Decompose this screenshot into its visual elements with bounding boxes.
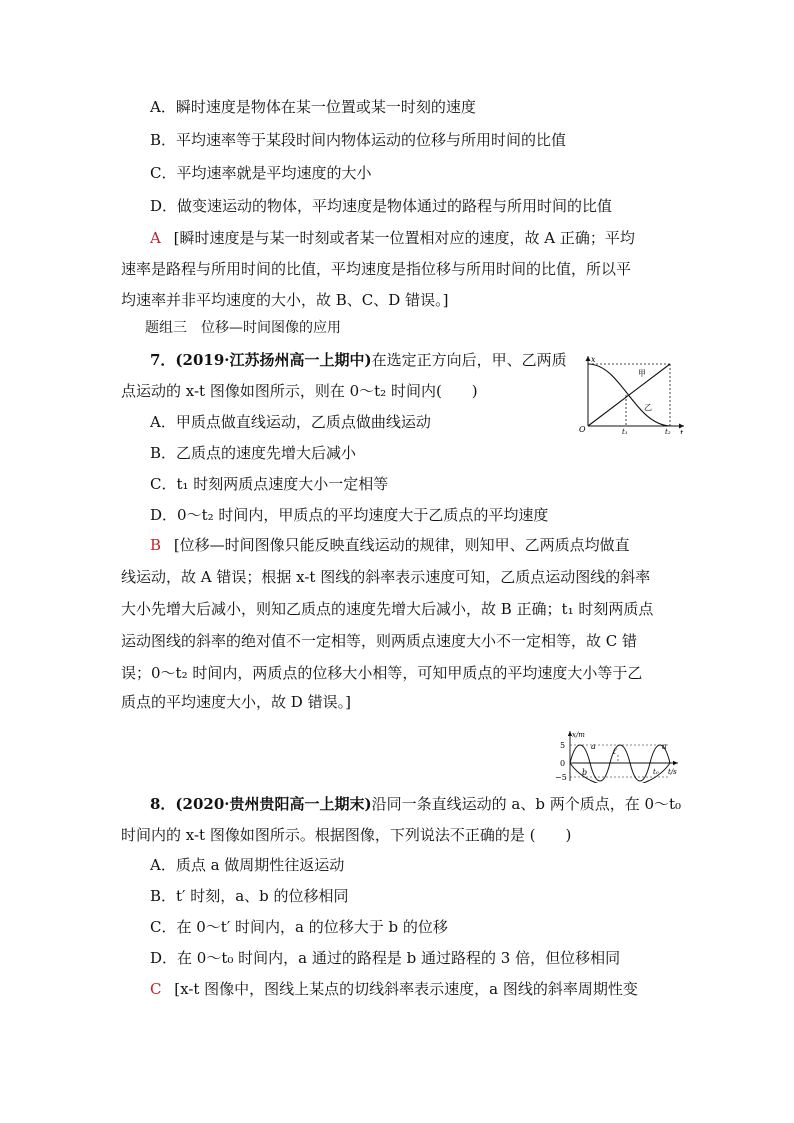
q7-answer-letter: B (150, 536, 162, 554)
q6-explanation-text-1: [瞬时速度是与某一时刻或者某一位置相对应的速度，故 A 正确；平均 (173, 229, 635, 247)
q7-y-label: x (591, 355, 596, 364)
q7-explanation-line-2: 线运动，故 A 错误；根据 x-t 图线的斜率表示速度可知，乙质点运动图线的斜率 (121, 568, 651, 586)
q7-source: 7．(2019·江苏扬州高一上期中) (150, 351, 372, 369)
q7-explanation-line-6: 质点的平均速度大小，故 D 错误。] (121, 693, 351, 711)
q8-b-label: b (582, 768, 588, 777)
q7-explanation-line-3: 大小先增大后减小，则知乙质点的速度先增大后减小，故 B 正确；t₁ 时刻两质点 (121, 600, 654, 618)
q7-xt-graph (576, 352, 688, 434)
q8-t0-label: t₀ (653, 768, 659, 776)
q8-x-axis-arrow (673, 761, 678, 765)
q7-y-axis-arrow (586, 356, 591, 361)
q8-y-label: x/m (572, 731, 585, 739)
q8-stem-line-1 (150, 794, 681, 814)
q8-a-label-left: a (591, 742, 596, 751)
q7-explanation-line-1 (150, 535, 630, 555)
q6-answer-letter: A (150, 229, 161, 247)
q8-stem-text-1: 沿同一条直线运动的 a、b 两个质点，在 0～t₀ (371, 795, 682, 813)
q8-stem-line-2: 时间内的 x-t 图像如图所示。根据图像，下列说法不正确的是 ( ) (121, 826, 572, 844)
q8-explanation-line-1 (150, 979, 638, 999)
q7-option-d: D．0～t₂ 时间内，甲质点的平均速度大于乙质点的平均速度 (150, 506, 549, 524)
q7-x-axis-arrow (679, 424, 684, 429)
q8-source: 8．(2020·贵州贵阳高一上期末) (150, 795, 372, 813)
q8-tick-zero: 0 (560, 759, 566, 768)
q8-tick-plus5: 5 (560, 741, 566, 750)
q7-x-label: t (680, 429, 684, 434)
q7-t2-label: t₂ (665, 428, 671, 434)
q7-option-b: B．乙质点的速度先增大后减小 (150, 444, 357, 462)
q8-xt-graph (552, 729, 684, 783)
q8-answer-letter: C (150, 980, 162, 998)
q7-explanation-text-1: [位移—时间图像只能反映直线运动的规律，则知甲、乙两质点均做直 (173, 536, 630, 554)
q7-t1-label: t₁ (622, 428, 628, 434)
q8-tick-minus5: −5 (555, 773, 567, 782)
q8-option-d: D．在 0～t₀ 时间内，a 通过的路程是 b 通过路程的 3 倍，但位移相同 (150, 949, 621, 967)
q7-stem-text-1: 在选定正方向后，甲、乙两质 (371, 351, 567, 369)
q8-option-b: B．t′ 时刻，a、b 的位移相同 (150, 887, 349, 905)
q7-option-a: A．甲质点做直线运动，乙质点做曲线运动 (150, 413, 431, 431)
q7-option-c: C．t₁ 时刻两质点速度大小一定相等 (150, 475, 389, 493)
q6-explanation-line-3: 均速率并非平均速度的大小，故 B、C、D 错误。] (121, 291, 449, 309)
q8-option-c: C．在 0～t′ 时间内，a 的位移大于 b 的位移 (150, 918, 448, 936)
q7-origin-label: O (579, 425, 586, 434)
section-title: 题组三 位移—时间图像的应用 (145, 320, 341, 336)
q7-yi-label: 乙 (644, 403, 652, 412)
q7-stem-line-1 (150, 350, 567, 370)
q8-option-a: A．质点 a 做周期性往返运动 (150, 856, 345, 874)
q6-option-b: B．平均速率等于某段时间内物体运动的位移与所用时间的比值 (150, 131, 567, 149)
q7-stem-line-2: 点运动的 x-t 图像如图所示，则在 0～t₂ 时间内( ) (121, 382, 478, 400)
q8-a-label-right: a (662, 742, 667, 751)
q7-explanation-line-5: 误；0～t₂ 时间内，两质点的位移大小相等，可知甲质点的平均速度大小等于乙 (121, 664, 643, 682)
q6-option-d: D．做变速运动的物体，平均速度是物体通过的路程与所用时间的比值 (150, 197, 613, 215)
q6-option-c: C．平均速率就是平均速度的大小 (150, 164, 372, 182)
q7-explanation-line-4: 运动图线的斜率的绝对值不一定相等，则两质点速度大小不一定相等，故 C 错 (121, 632, 638, 650)
q8-x-label: t/s (668, 768, 677, 776)
q6-option-a: A．瞬时速度是物体在某一位置或某一时刻的速度 (150, 98, 476, 116)
q6-explanation-line-1 (150, 228, 635, 248)
q8-explanation-text-1: [x-t 图像中，图线上某点的切线斜率表示速度，a 图线的斜率周期性变 (174, 980, 638, 998)
q6-explanation-line-2: 速率是路程与所用时间的比值，平均速度是指位移与所用时间的比值，所以平 (121, 260, 632, 278)
q7-jia-label: 甲 (638, 369, 646, 378)
q8-tprime-label: t′ (613, 748, 618, 756)
